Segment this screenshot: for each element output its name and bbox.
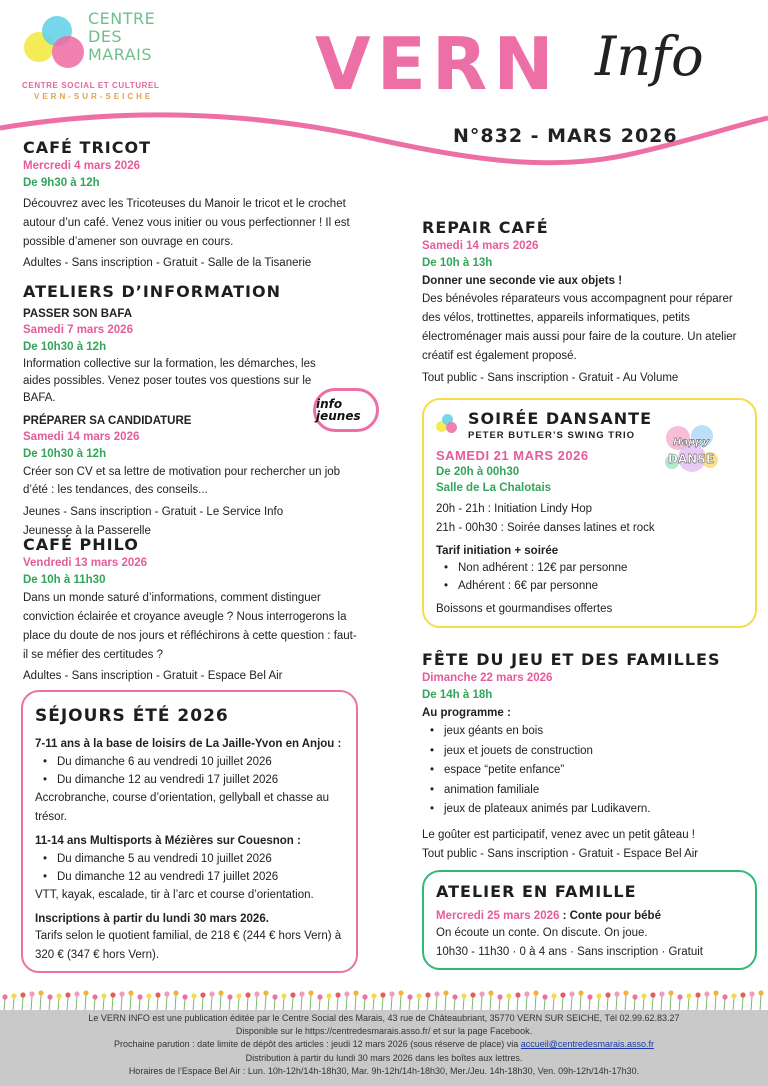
group2-title: 11-14 ans Multisports à Mézières sur Couesnon : xyxy=(35,835,301,847)
repair-cafe-section xyxy=(422,218,747,388)
soiree-subtitle: PETER BUTLER’S SWING TRIO xyxy=(468,430,635,441)
logo-subtitle: CENTRE SOCIAL ET CULTUREL xyxy=(22,81,160,90)
program-title: Au programme : xyxy=(422,707,511,719)
inscription-title: Inscriptions à partir du lundi 30 mars 2026. xyxy=(35,913,269,925)
event-extra: Boissons et gourmandises offertes xyxy=(436,603,613,615)
event-date: Dimanche 22 mars 2026 xyxy=(422,672,553,684)
event-info: Adultes - Sans inscription - Gratuit - Salle de la Tisanerie xyxy=(23,257,312,269)
list-item: • animation familiale xyxy=(422,781,752,801)
sejours-box xyxy=(21,690,358,973)
list-item: • Adhérent : 6€ par personne xyxy=(436,577,743,595)
candidature-info-2: Jeunesse à la Passerelle xyxy=(23,525,151,537)
centre-des-marais-logo xyxy=(22,10,252,105)
list-item: • Du dimanche 5 au vendredi 10 juillet 2026 xyxy=(35,850,344,868)
event-info: Adultes - Sans inscription - Gratuit - Espace Bel Air xyxy=(23,670,283,682)
group2-description: VTT, kayak, escalade, tir à l’arc et course d’orientation. xyxy=(35,889,314,901)
event-time: De 14h à 18h xyxy=(422,689,493,701)
list-item: • jeux géants en bois xyxy=(422,722,752,742)
atelier-date-line xyxy=(436,908,743,924)
list-item: • Du dimanche 12 au vendredi 17 juillet 2026 xyxy=(35,771,344,789)
event-date: Mercredi 25 mars 2026 xyxy=(436,910,560,922)
section-title: CAFÉ TRICOT xyxy=(23,138,151,157)
group1-dates xyxy=(35,753,344,789)
atelier-famille-box xyxy=(422,870,757,970)
atelier-line-2: 10h30 - 11h30 · 0 à 4 ans · Sans inscription · Gratuit xyxy=(436,946,703,958)
group1-description: Accrobranche, course d’orientation, gellyball et chasse au trésor. xyxy=(35,792,330,823)
footer-availability: Disponible sur le https://centredesmarais.asso.fr/ et sur la page Facebook. xyxy=(235,1026,533,1037)
section-title: ATELIER EN FAMILLE xyxy=(436,882,637,901)
tarif-title: Tarif initiation + soirée xyxy=(436,545,559,557)
section-title: CAFÉ PHILO xyxy=(23,535,139,554)
event-place: Salle de La Chalotais xyxy=(436,482,552,494)
event-date: Mercredi 4 mars 2026 xyxy=(23,160,140,172)
event-date: SAMEDI 21 MARS 2026 xyxy=(436,448,589,463)
event-subtitle: : Conte pour bébé xyxy=(559,910,661,922)
footer-next-issue: Prochaine parution : date limite de dépôt des articles : jeudi 12 mars 2026 (sous réserve de place) via accueil@centredesmarais.asso.fr xyxy=(114,1039,654,1050)
candidature-title: PRÉPARER SA CANDIDATURE xyxy=(23,415,192,427)
inscription-description: Tarifs selon le quotient familial, de 218 € (244 € hors Vern) à 320 € (347 € hors Vern). xyxy=(35,930,342,961)
event-time: De 10h à 11h30 xyxy=(23,574,106,586)
svg-text:Happy: Happy xyxy=(673,437,709,448)
program-line-2: 21h - 00h30 : Soirée danses latines et rock xyxy=(436,522,655,534)
list-item: • espace “petite enfance” xyxy=(422,761,752,781)
list-item: • jeux de plateaux animés par Ludikavern. xyxy=(422,800,752,820)
atelier-line-1: On écoute un conte. On discute. On joue. xyxy=(436,927,648,939)
group1-title: 7-11 ans à la base de loisirs de La Jaille-Yvon en Anjou : xyxy=(35,738,342,750)
program-list xyxy=(422,722,752,820)
bafa-title: PASSER SON BAFA xyxy=(23,308,133,320)
logo-name: CENTRE DES MARAIS xyxy=(88,9,156,64)
fete-du-jeu-section xyxy=(422,650,752,864)
ateliers-section xyxy=(23,282,343,541)
section-title: FÊTE DU JEU ET DES FAMILLES xyxy=(422,650,721,669)
event-date: Samedi 14 mars 2026 xyxy=(422,240,539,252)
section-title: SOIRÉE DANSANTE xyxy=(468,409,653,428)
bafa-description: Information collective sur la formation, les démarches, les aides possibles. Venez poser toutes vos questions sur le BAFA. xyxy=(23,358,316,404)
section-title: ATELIERS D’INFORMATION xyxy=(23,282,281,301)
issue-number: N°832 - MARS 2026 xyxy=(453,125,678,147)
event-info: Tout public - Sans inscription - Gratuit - Au Volume xyxy=(422,372,679,384)
happy-danse-icon xyxy=(660,418,722,480)
email-link[interactable]: accueil@centredesmarais.asso.fr xyxy=(520,1039,654,1050)
event-description: Des bénévoles réparateurs vous accompagnent pour réparer des vélos, trottinettes, appareils informatiques, petits électroménager mais aussi pour faire de la couture. Un atelier créatif est également proposé. xyxy=(422,293,737,362)
bafa-date: Samedi 7 mars 2026 xyxy=(23,324,133,336)
list-item: • jeux et jouets de construction xyxy=(422,742,752,762)
footer-distribution: Distribution à partir du lundi 30 mars 2026 dans les boîtes aux lettres. xyxy=(245,1052,523,1063)
logo-circles-icon xyxy=(436,414,458,436)
svg-text:DANSE: DANSE xyxy=(667,452,715,466)
candidature-info: Jeunes - Sans inscription - Gratuit - Le Service Info xyxy=(23,506,284,518)
group2-dates xyxy=(35,850,344,886)
footer xyxy=(0,1010,768,1086)
logo-city: VERN-SUR-SEICHE xyxy=(34,92,154,101)
event-time: De 20h à 00h30 xyxy=(436,466,520,478)
cafe-philo-section xyxy=(23,535,358,686)
event-info: Tout public - Sans inscription - Gratuit - Espace Bel Air xyxy=(422,847,699,860)
cafe-tricot-section xyxy=(23,138,353,273)
tarif-list xyxy=(436,559,743,595)
event-time: De 10h à 13h xyxy=(422,257,493,269)
list-item: • Du dimanche 12 au vendredi 17 juillet 2026 xyxy=(35,868,344,886)
logo-circles-icon xyxy=(22,14,88,72)
list-item: • Du dimanche 6 au vendredi 10 juillet 2026 xyxy=(35,753,344,771)
masthead-info: Info xyxy=(595,25,704,88)
bafa-time: De 10h30 à 12h xyxy=(23,341,107,353)
event-description: Découvrez avec les Tricoteuses du Manoir le tricot et le crochet autour d’un café. Venez vous initier ou vous perfectionner ! Il est possible d’amener son ouvrage en cours. xyxy=(23,198,350,248)
list-item: • Non adhérent : 12€ par personne xyxy=(436,559,743,577)
event-subtitle: Donner une seconde vie aux objets ! xyxy=(422,275,623,287)
candidature-time: De 10h30 à 12h xyxy=(23,448,107,460)
program-line-1: 20h - 21h : Initiation Lindy Hop xyxy=(436,503,592,515)
event-date: Vendredi 13 mars 2026 xyxy=(23,557,148,569)
candidature-description: Créer son CV et sa lettre de motivation pour rechercher un job d’été : les tendances, des conseils... xyxy=(23,466,341,496)
masthead-vern: VERN xyxy=(315,22,560,106)
event-time: De 9h30 à 12h xyxy=(23,177,100,189)
flower-border xyxy=(0,985,768,1011)
section-title: SÉJOURS ÉTÉ 2026 xyxy=(35,706,229,726)
footer-publisher: Le VERN INFO est une publication éditée par le Centre Social des Marais, 43 rue de Châteaubriant, 35770 VERN SUR SEICHE, Tél 02.99.62.83.27 xyxy=(88,1013,680,1023)
info-jeunes-logo: info jeunes xyxy=(313,388,379,432)
footer-hours: Horaires de l’Espace Bel Air : Lun. 10h-12h/14h-18h30, Mar. 9h-12h/14h-18h30, Mer./Jeu. 14h-18h30, Ven. 09h-12h/14h-17h30. xyxy=(128,1065,640,1076)
candidature-date: Samedi 14 mars 2026 xyxy=(23,431,140,443)
section-title: REPAIR CAFÉ xyxy=(422,218,549,237)
event-description: Dans un monde saturé d’informations, comment distinguer conviction éclairée et croyance aveugle ? Nous interrogerons la place du doute de nos jours et réfléchirons à cette question : faut-il se méfier des certitudes ? xyxy=(23,592,357,661)
event-description: Le goûter est participatif, venez avec un petit gâteau ! xyxy=(422,828,695,841)
